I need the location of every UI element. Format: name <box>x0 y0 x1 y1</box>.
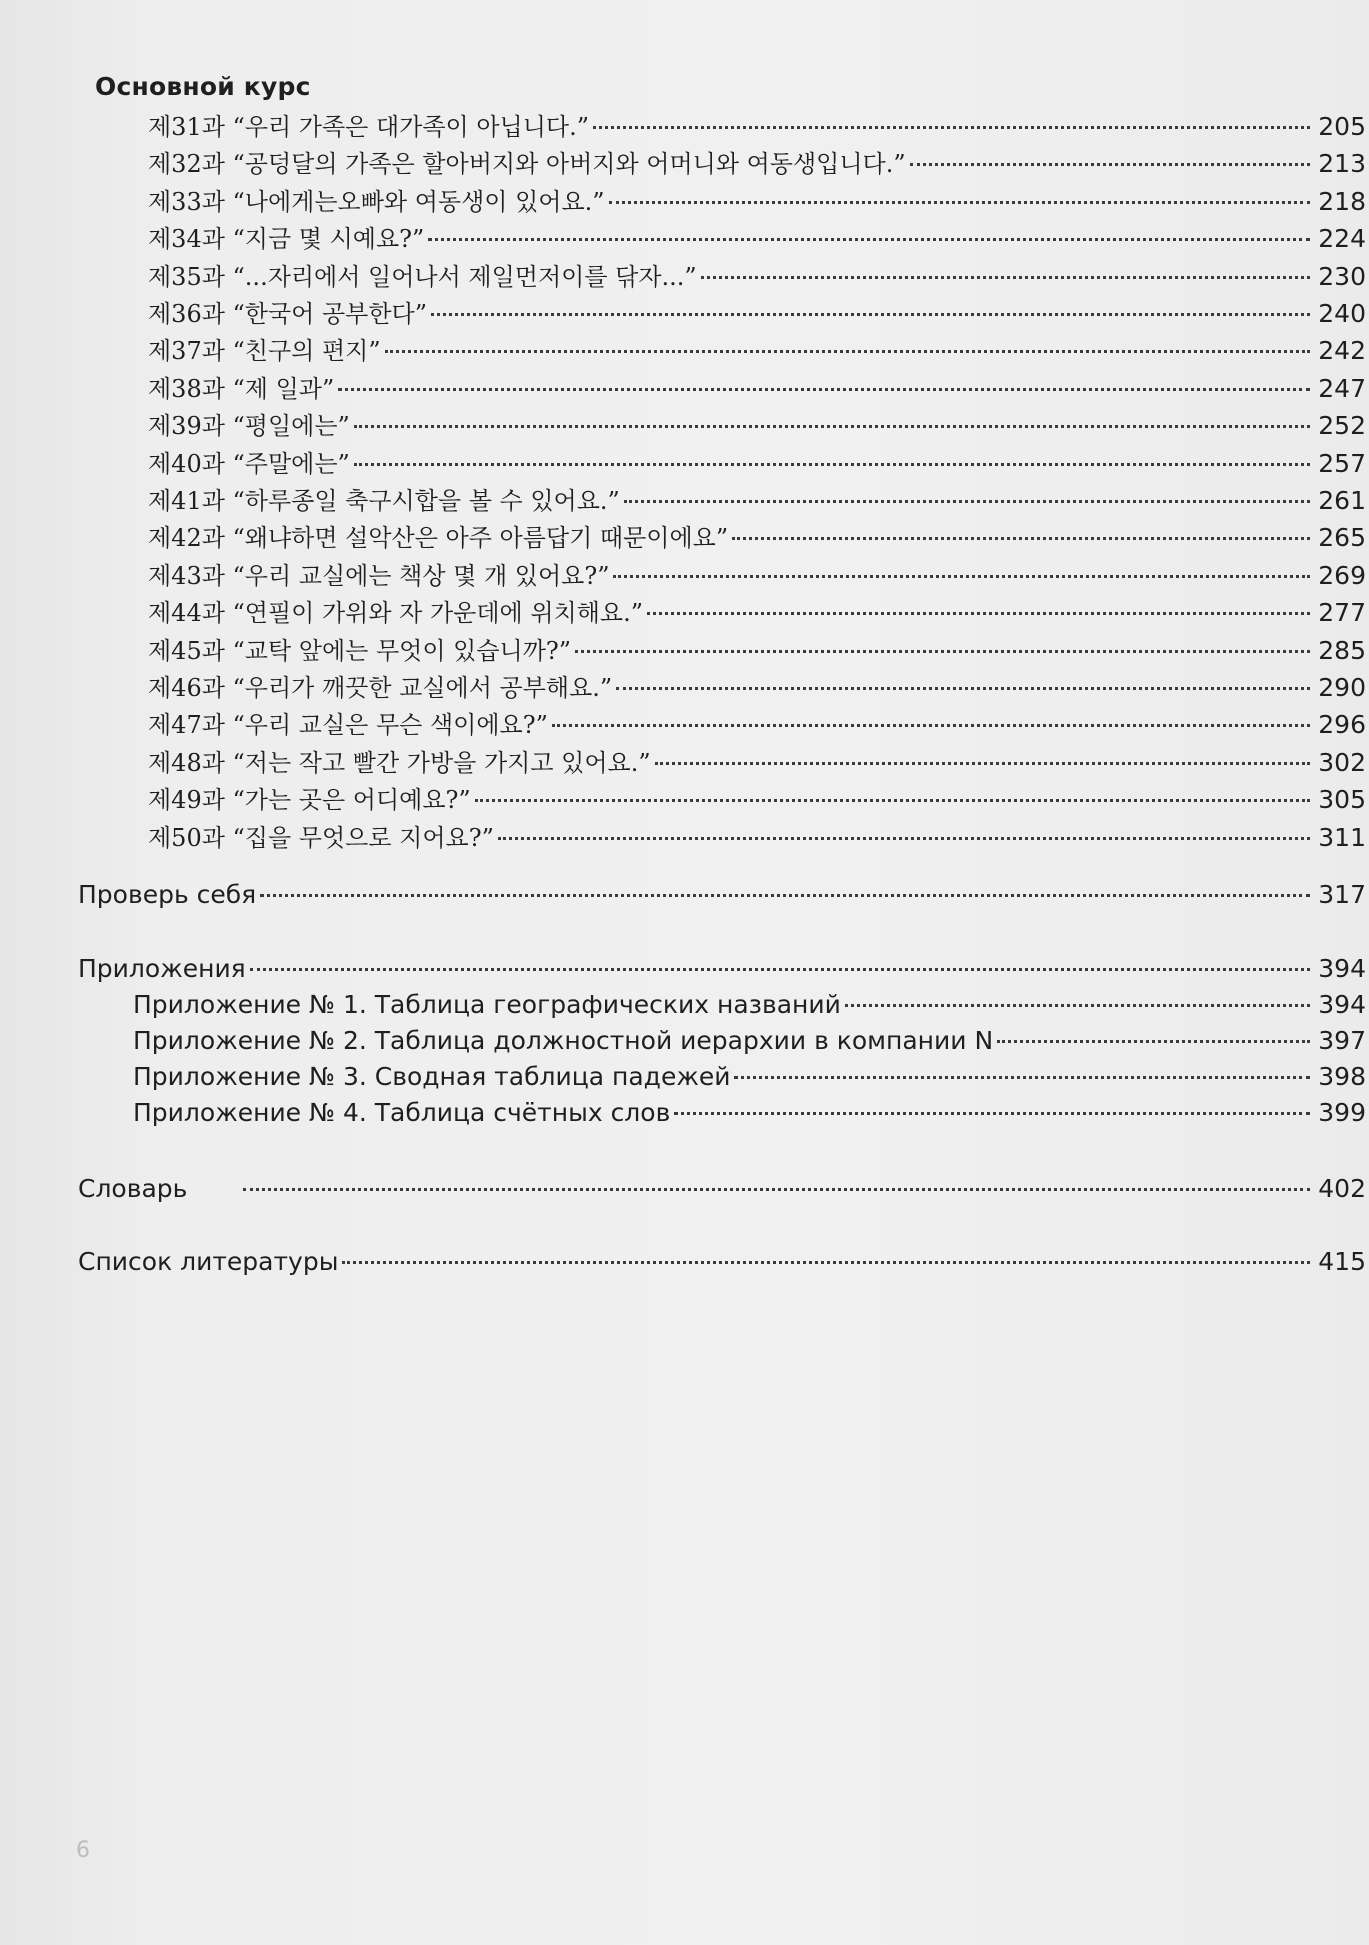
toc-entry-title: 제45과 “교탁 앞에는 무엇이 있습니까?” <box>148 636 572 665</box>
dot-leader <box>624 500 1310 503</box>
dot-leader <box>575 650 1310 653</box>
toc-entry-lesson <box>148 559 1366 593</box>
toc-entry-title: 제31과 “우리 가족은 대가족이 아닙니다.” <box>148 113 589 141</box>
dot-leader <box>431 313 1310 316</box>
toc-entry-lesson <box>148 746 1366 780</box>
toc-entry-page: 261 <box>1318 486 1366 515</box>
toc-entry-appendix-4 <box>133 1096 1366 1130</box>
toc-entry-title: Проверь себя <box>78 880 257 909</box>
page-number: 6 <box>76 1838 90 1863</box>
toc-entry-page: 218 <box>1318 186 1366 216</box>
dot-leader <box>342 1261 1310 1264</box>
toc-entry-page: 394 <box>1318 954 1366 983</box>
toc-entry-appendix-3 <box>133 1060 1366 1094</box>
toc-entry-page: 265 <box>1318 523 1366 553</box>
toc-entry-title: Список литературы <box>78 1247 339 1276</box>
toc-entry-title: 제40과 “주말에는” <box>148 449 350 478</box>
toc-entry-lesson <box>148 821 1366 855</box>
dot-leader <box>354 463 1310 466</box>
dot-leader <box>250 968 1310 971</box>
toc-entry-page: 205 <box>1318 112 1366 141</box>
toc-entry-title: 제43과 “우리 교실에는 책상 몇 개 있어요?” <box>148 561 610 590</box>
dot-leader <box>475 799 1310 802</box>
toc-entry-appendix-1 <box>133 988 1366 1022</box>
toc-entry-title: 제47과 “우리 교실은 무슨 색이에요?” <box>148 711 548 740</box>
toc-entry-page: 242 <box>1318 336 1366 366</box>
dot-leader <box>674 1112 1310 1115</box>
dot-leader <box>655 762 1310 765</box>
section-heading-main-course: Основной курс <box>95 72 311 101</box>
toc-entry-page: 302 <box>1318 747 1366 777</box>
toc-entry-lesson <box>148 297 1366 331</box>
toc-entry-title: 제50과 “집을 무엇으로 지어요?” <box>148 823 494 852</box>
toc-entry-page: 247 <box>1318 373 1366 403</box>
toc-entry-title: Приложение № 1. Таблица географических названий <box>133 990 841 1019</box>
toc-entry-title: 제49과 “가는 곳은 어디예요?” <box>148 786 471 815</box>
dot-leader <box>428 238 1310 241</box>
toc-entry-page: 213 <box>1318 149 1366 179</box>
toc-entry-lesson <box>148 447 1366 481</box>
toc-entry-title: 제42과 “왜냐하면 설악산은 아주 아름답기 때문이에요” <box>148 524 729 553</box>
toc-entry-dictionary <box>78 1172 1366 1206</box>
toc-entry-lesson <box>148 521 1366 555</box>
dot-leader <box>609 201 1310 204</box>
toc-entry-page: 399 <box>1318 1098 1366 1127</box>
toc-entry-page: 415 <box>1318 1247 1366 1276</box>
toc-entry-title: Приложение № 3. Сводная таблица падежей <box>133 1062 731 1091</box>
dot-leader <box>647 612 1310 615</box>
dot-leader <box>552 724 1310 727</box>
toc-entry-title: 제38과 “제 일과” <box>148 374 335 403</box>
toc-entry-page: 277 <box>1318 598 1366 628</box>
toc-entry-references <box>78 1245 1366 1279</box>
dot-leader <box>260 894 1310 897</box>
dot-leader <box>498 837 1310 840</box>
toc-entry-title: 제37과 “친구의 편지” <box>148 337 381 366</box>
toc-entry-page: 317 <box>1318 880 1366 909</box>
dot-leader <box>385 350 1310 353</box>
dot-leader <box>338 388 1310 391</box>
toc-entry-title: Приложение № 4. Таблица счётных слов <box>133 1098 671 1127</box>
dot-leader <box>997 1040 1310 1043</box>
toc-entry-appendix-2 <box>133 1024 1366 1058</box>
toc-entry-page: 402 <box>1318 1174 1366 1203</box>
toc-entry-lesson <box>148 110 1366 144</box>
dot-leader <box>910 163 1310 166</box>
toc-entry-lesson <box>148 372 1366 406</box>
toc-entry-lesson <box>148 596 1366 630</box>
dot-leader <box>243 1188 1310 1191</box>
toc-entry-title: 제41과 “하루종일 축구시합을 볼 수 있어요.” <box>148 487 620 515</box>
toc-entry-title: 제48과 “저는 작고 빨간 가방을 가지고 있어요.” <box>148 748 651 777</box>
toc-entry-title: 제44과 “연필이 가위와 자 가운데에 위치해요.” <box>148 599 643 628</box>
toc-entry-lesson <box>148 634 1366 668</box>
toc-entry-lesson <box>148 484 1366 518</box>
toc-entry-page: 240 <box>1318 299 1366 328</box>
toc-entry-page: 269 <box>1318 560 1366 590</box>
toc-entry-lesson <box>148 708 1366 742</box>
dot-leader <box>616 687 1310 690</box>
toc-entry-check <box>78 878 1366 912</box>
toc-entry-lesson <box>148 783 1366 817</box>
toc-entry-title: 제33과 “나에게는오빠와 여동생이 있어요.” <box>148 187 605 216</box>
toc-entry-title: 제36과 “한국어 공부한다” <box>148 300 427 328</box>
dot-leader <box>701 276 1310 279</box>
toc-entry-title: Приложение № 2. Таблица должностной иерархии в компании N <box>133 1026 994 1055</box>
toc-entry-title: 제35과 “...자리에서 일어나서 제일먼저이를 닦자...” <box>148 262 697 291</box>
toc-entry-lesson <box>148 260 1366 294</box>
dot-leader <box>613 575 1310 578</box>
toc-entry-page: 252 <box>1318 411 1366 441</box>
toc-entry-page: 305 <box>1318 785 1366 815</box>
toc-entry-lesson <box>148 671 1366 705</box>
toc-entry-title: 제34과 “지금 몇 시예요?” <box>148 225 425 254</box>
toc-entry-page: 224 <box>1318 224 1366 254</box>
toc-entry-page: 311 <box>1318 822 1366 852</box>
dot-leader <box>593 126 1310 129</box>
toc-entry-appendices <box>78 952 1366 986</box>
dot-leader <box>734 1076 1310 1079</box>
toc-entry-page: 397 <box>1318 1026 1366 1055</box>
toc-entry-title: 제39과 “평일에는” <box>148 412 350 441</box>
toc-entry-page: 290 <box>1318 673 1366 702</box>
toc-entry-title: 제32과 “공덩달의 가족은 할아버지와 아버지와 어머니와 여동생입니다.” <box>148 150 906 179</box>
dot-leader <box>354 425 1310 428</box>
toc-entry-title: Приложения <box>78 954 246 983</box>
toc-entry-title: Словарь <box>78 1174 188 1203</box>
toc-entry-lesson <box>148 409 1366 443</box>
toc-entry-title: 제46과 “우리가 깨끗한 교실에서 공부해요.” <box>148 674 613 702</box>
toc-entry-page: 257 <box>1318 448 1366 478</box>
toc-entry-page: 398 <box>1318 1062 1366 1091</box>
dot-leader <box>845 1004 1310 1007</box>
dot-leader <box>732 537 1310 540</box>
toc-entry-page: 285 <box>1318 635 1366 665</box>
toc-entry-page: 394 <box>1318 990 1366 1019</box>
toc-entry-lesson <box>148 147 1366 181</box>
toc-entry-page: 296 <box>1318 710 1366 740</box>
toc-entry-page: 230 <box>1318 261 1366 291</box>
toc-entry-lesson <box>148 185 1366 219</box>
toc-entry-lesson <box>148 222 1366 256</box>
toc-entry-lesson <box>148 334 1366 368</box>
